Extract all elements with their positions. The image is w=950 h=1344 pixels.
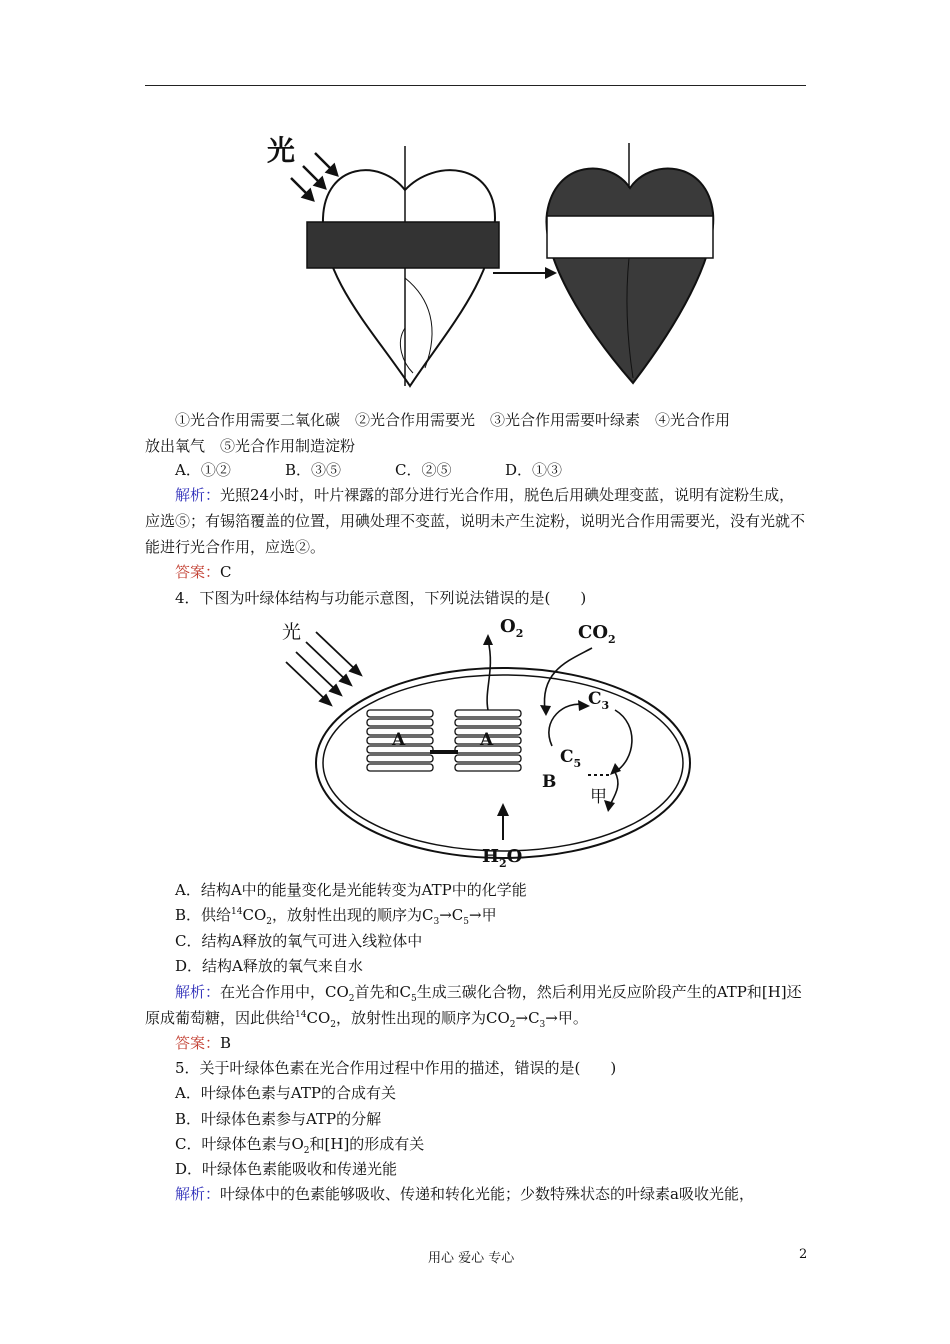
analysis-label: 解析： [175,983,221,1001]
leaf-experiment-figure [255,128,725,390]
label-co2: $CO_2$ [578,622,616,646]
q3-option-b: B．③⑤ [285,461,342,479]
label-a-right: A [480,730,494,750]
left-leaf [307,146,499,386]
q5-analysis [175,1182,754,1207]
q3-statement-line1: ①光合作用需要二氧化碳 ②光合作用需要光 ③光合作用需要叶绿素 ④光合作用 [175,411,731,429]
answer-label: 答案： [175,1034,221,1052]
label-h2o: $H_2O$ [482,846,523,870]
q4-option-a: A．结构A中的能量变化是光能转变为ATP中的化学能 [175,881,527,899]
q3-option-c: C．②⑤ [395,461,452,479]
q4-option-d: D．结构A释放的氧气来自水 [175,957,363,975]
q5-stem: 5．关于叶绿体色素在光合作用过程中作用的描述，错误的是( ) [175,1059,617,1077]
o2-arrow-icon [483,634,493,645]
label-o2: $O_2$ [500,616,524,640]
q5-option-b: B．叶绿体色素参与ATP的分解 [175,1110,382,1128]
footer-center: 用心 爱心 专心 [428,1251,515,1266]
analysis-label: 解析： [175,486,221,504]
unstained-band [547,216,713,258]
chloroplast-figure [270,610,710,875]
answer-label: 答案： [175,563,221,581]
q4-answer-value: B [220,1034,232,1052]
q4-option-c: C．结构A释放的氧气可进入线粒体中 [175,932,423,950]
label-jia: 甲 [590,787,607,807]
q3-answer [175,560,232,585]
q4-analysis: 解析：在光合作用中，$CO_2$首先和$C_5$生成三碳化合物，然后利用光反应阶段产生的ATP和[H]还原成葡萄糖，因此供给$^{14}CO_2$，放射性出现的顺序为$CO_2\to C_3\to$甲。 [145,983,802,1030]
q3-analysis-text: 光照24小时，叶片裸露的部分进行光合作用，脱色后用碘处理变蓝，说明有淀粉生成，应选⑤；有锡箔覆盖的位置，用碘处理不变蓝，说明未产生淀粉，说明光合作用需要光，没有光就不能进行光合作用，应选②。 [145,486,806,556]
h2o-arrow-icon [497,803,509,816]
label-c5: $C_5$ [560,747,582,770]
q5-option-d: D．叶绿体色素能吸收和传递光能 [175,1160,398,1178]
q5-analysis-text: 叶绿体中的色素能够吸收、传递和转化光能；少数特殊状态的叶绿素a吸收光能， [220,1185,754,1203]
q4-stem: 4．下图为叶绿体结构与功能示意图，下列说法错误的是( ) [175,589,587,607]
process-arrow-icon [493,267,557,279]
light-label: 光 [267,134,296,167]
q3-statement-line2: 放出氧气 ⑤光合作用制造淀粉 [145,437,356,455]
q3-answer-value: C [220,563,232,581]
co2-arrow-icon [540,705,551,716]
q3-analysis [145,482,807,560]
q5-option-a: A．叶绿体色素与ATP的合成有关 [175,1084,396,1102]
q3-option-a: A．①② [175,461,231,479]
q5-option-c: C．叶绿体色素与$O_2$和[H]的形成有关 [175,1135,425,1156]
header-rule [145,85,806,86]
light-label-2: 光 [282,621,302,643]
q3-statements [145,407,807,459]
label-a-left: A [392,730,406,750]
page-number: 2 [799,1247,808,1262]
q4-answer [175,1031,231,1056]
label-c3: $C_3$ [588,689,610,712]
foil-strip [307,222,499,268]
q4-option-b: B．供给$^{14}CO_2$，放射性出现的顺序为$C_3\to C_5\to$甲 [175,906,497,927]
analysis-label: 解析： [175,1185,221,1203]
right-leaf [546,143,713,383]
q3-option-d: D．①③ [505,461,563,479]
label-b: B [542,772,557,792]
